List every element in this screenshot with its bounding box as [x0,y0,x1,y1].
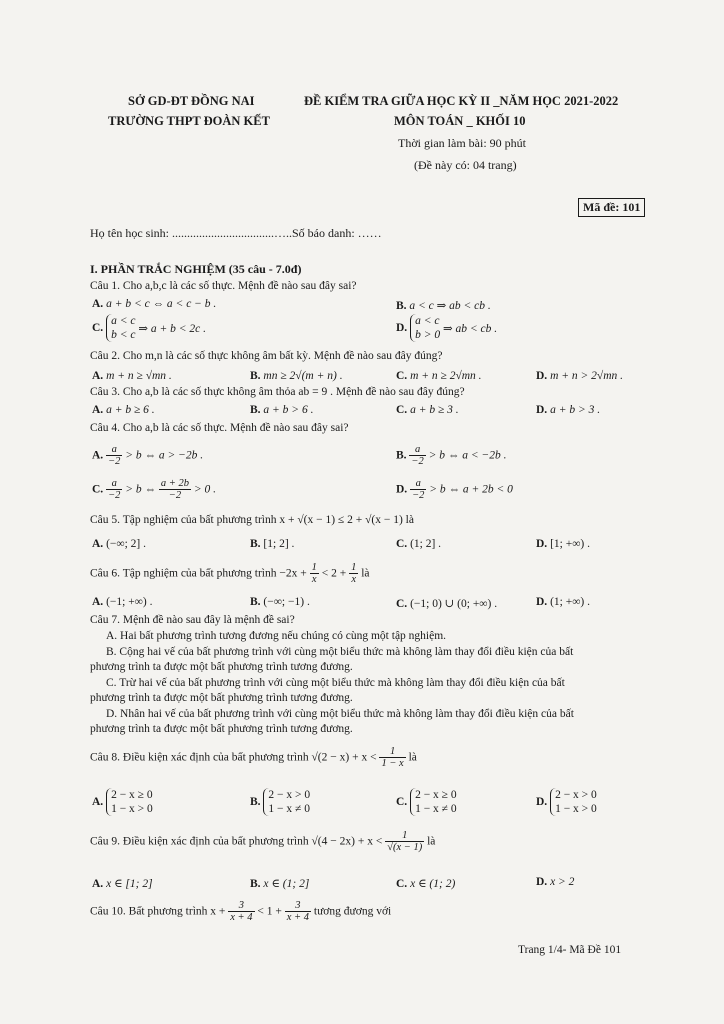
q8-option-a: A. 2 − x ≥ 0 1 − x > 0 [92,789,153,815]
question-3-stem: Câu 3. Cho a,b là các số thực không âm thỏa ab = 9 . Mệnh đề nào sau đây đúng? [90,386,465,398]
q2-option-a: A. m + n ≥ √mn . [92,370,172,382]
q9-option-c: C. x ∈ (1; 2) [396,878,456,890]
q2-option-c: C. m + n ≥ 2√mn . [396,370,482,382]
exam-code-box: Mã đề: 101 [578,198,645,217]
question-8-stem: Câu 8. Điều kiện xác định của bất phương trình √(2 − x) + x < $\frac{1}{1 - x}$ là [90,746,417,769]
q8-option-c: C. 2 − x ≥ 0 1 − x ≠ 0 [396,789,457,815]
question-7-stem: Câu 7. Mệnh đề nào sau đây là mệnh đề sai? [90,614,295,626]
q1-option-d: D. a < c b > 0 ⇒ ab < cb . [396,315,498,341]
q4-option-c: C. $\frac{a}{-2}$ > b ⇔ $\frac{a + 2b}{-2}$ > 0 . [92,478,217,501]
q9-option-d: D. x > 2 [536,876,575,888]
q7-option-a: A. Hai bất phương trình tương đương nếu chúng có cùng một tập nghiệm. [106,630,447,642]
q8-option-d: D. 2 − x > 0 1 − x > 0 [536,789,597,815]
question-2-stem: Câu 2. Cho m,n là các số thực không âm bất kỳ. Mệnh đề nào sau đây đúng? [90,350,443,362]
q3-option-d: D. a + b > 3 . [536,404,601,416]
q6-option-d: D. (1; +∞) . [536,596,590,608]
q2-option-b: B. mn ≥ 2√(m + n) . [250,370,343,382]
q5-option-a: A. (−∞; 2] . [92,538,146,550]
q7-option-b-line1: B. Cộng hai vế của bất phương trình với cùng một biểu thức mà không làm thay đổi điều kiện của bất [106,646,574,658]
q7-option-c-line1: C. Trừ hai vế của bất phương trình với cùng một biểu thức mà không làm thay đổi điều kiện của bất [106,677,565,689]
q6-option-c: C. (−1; 0) ∪ (0; +∞) . [396,598,498,610]
page-footer: Trang 1/4- Mã Đề 101 [518,944,622,956]
school-name: TRƯỜNG THPT ĐOÀN KẾT [108,114,270,128]
q3-option-b: B. a + b > 6 . [250,404,314,416]
q9-option-a: A. x ∈ [1; 2] [92,878,153,890]
q1-c-system: a < c b < c [106,314,135,342]
q1-option-b: B. a < c ⇒ ab < cb . [396,300,491,312]
q7-option-c-line2: phương trình ta được một bất phương trình tương đương. [90,692,353,704]
q6-option-b: B. (−∞; −1) . [250,596,310,608]
q9-option-b: B. x ∈ (1; 2] [250,878,310,890]
exam-title: ĐỀ KIỂM TRA GIỮA HỌC KỲ II _NĂM HỌC 2021-2022 [304,94,619,108]
q5-option-c: C. (1; 2] . [396,538,442,550]
page-count: (Đề này có: 04 trang) [414,158,517,172]
q7-option-b-line2: phương trình ta được một bất phương trình tương đương. [90,661,353,673]
question-6-stem: Câu 6. Tập nghiệm của bất phương trình −2x + $\frac{1}{x}$ < 2 + $\frac{1}{x}$ là [90,562,370,585]
exam-duration: Thời gian làm bài: 90 phút [398,136,526,150]
question-4-stem: Câu 4. Cho a,b là các số thực. Mệnh đề nào sau đây sai? [90,422,349,434]
question-10-stem: Câu 10. Bất phương trình x + $\frac{3}{x + 4}$ < 1 + $\frac{3}{x + 4}$ tương đương với [90,900,392,923]
question-9-stem: Câu 9. Điều kiện xác định của bất phương trình √(4 − 2x) + x < $\frac{1}{√(x - 1)}$ là [90,830,436,853]
q7-option-d-line2: phương trình ta được một bất phương trình tương đương. [90,723,353,735]
q3-option-a: A. a + b ≥ 6 . [92,404,155,416]
student-info-line: Họ tên học sinh: ..................................…..Số báo danh: …… [90,226,382,240]
q7-option-d-line1: D. Nhân hai vế của bất phương trình với cùng một biểu thức mà không làm thay đổi điều kiện của bất [106,708,574,720]
q6-option-a: A. (−1; +∞) . [92,596,153,608]
question-5-stem: Câu 5. Tập nghiệm của bất phương trình x + √(x − 1) ≤ 2 + √(x − 1) là [90,514,414,526]
q3-option-c: C. a + b ≥ 3 . [396,404,459,416]
question-1-stem: Câu 1. Cho a,b,c là các số thực. Mệnh đề nào sau đây sai? [90,280,357,292]
q1-option-c: C. a < c b < c ⇒ a + b < 2c . [92,315,206,341]
q4-option-a: A. $\frac{a}{-2}$ > b ⇔ a > −2b . [92,444,204,467]
q5-option-b: B. [1; 2] . [250,538,295,550]
q4-option-d: D. $\frac{a}{-2}$ > b ⇔ a + 2b < 0 [396,478,513,501]
subject-title: MÔN TOÁN _ KHỐI 10 [394,114,526,128]
section-title: I. PHẦN TRẮC NGHIỆM (35 câu - 7.0đ) [90,262,302,276]
q1-option-a: A. a + b < c ⇔ a < c − b . [92,298,217,310]
department-name: SỞ GD-ĐT ĐỒNG NAI [128,94,255,108]
q5-option-d: D. [1; +∞) . [536,538,590,550]
q2-option-d: D. m + n > 2√mn . [536,370,624,382]
q8-option-b: B. 2 − x > 0 1 − x ≠ 0 [250,789,311,815]
q1-d-system: a < c b > 0 [410,314,440,342]
q4-option-b: B. $\frac{a}{-2}$ > b ⇔ a < −2b . [396,444,507,467]
